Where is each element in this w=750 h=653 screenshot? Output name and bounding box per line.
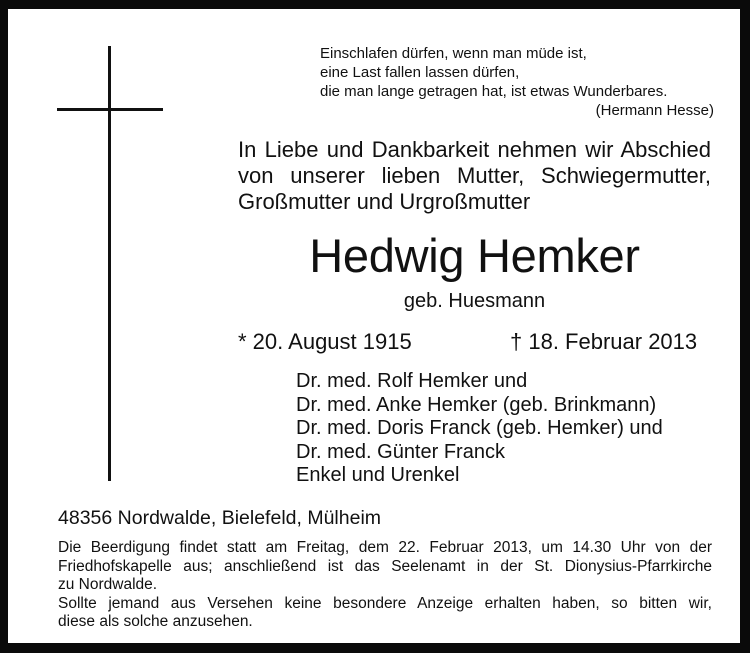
family-member: Dr. med. Günter Franck <box>296 440 505 463</box>
poem-author: (Hermann Hesse) <box>595 102 714 119</box>
family-member: Dr. med. Anke Hemker (geb. Brinkmann) <box>296 393 657 416</box>
funeral-notice <box>58 539 712 632</box>
intro-text <box>238 137 711 215</box>
notice-line: Sollte jemand aus Versehen keine besondere Anzeige erhalten haben, so bitten wir, <box>58 594 712 612</box>
birth-date: * 20. August 1915 <box>238 329 412 354</box>
notice-line: Friedhofskapelle aus; anschließend ist das Seelenamt in der St. Dionysius-Pfarrkirche <box>58 557 712 575</box>
family-member: Dr. med. Doris Franck (geb. Hemker) und <box>296 417 663 440</box>
cross-icon-vertical-bar <box>108 46 111 481</box>
location-line: 48356 Nordwalde, Bielefeld, Mülheim <box>58 507 382 529</box>
death-date: † 18. Februar 2013 <box>510 329 698 354</box>
notice-line: diese als solche anzusehen. <box>58 613 253 631</box>
intro-line: In Liebe und Dankbarkeit nehmen wir Abschied <box>238 137 711 162</box>
intro-line: Großmutter und Urgroßmutter <box>238 189 531 214</box>
family-member: Dr. med. Rolf Hemker und <box>296 370 528 392</box>
cross-icon-horizontal-bar <box>57 108 163 111</box>
poem-quote <box>320 44 714 120</box>
poem-line: eine Last fallen lassen dürfen, <box>320 64 520 81</box>
notice-line: Die Beerdigung findet statt am Freitag, dem 22. Februar 2013, um 14.30 Uhr von der <box>58 539 712 556</box>
notice-line: zu Nordwalde. <box>58 576 158 594</box>
deceased-name: Hedwig Hemker <box>309 229 640 282</box>
family-member: Enkel und Urenkel <box>296 464 460 487</box>
poem-line: die man lange getragen hat, ist etwas Wunderbares. <box>320 83 668 100</box>
maiden-name: geb. Huesmann <box>403 290 546 312</box>
family-list <box>296 370 663 488</box>
intro-line: von unserer lieben Mutter, Schwiegermutter, <box>238 163 711 188</box>
poem-line: Einschlafen dürfen, wenn man müde ist, <box>320 45 587 62</box>
